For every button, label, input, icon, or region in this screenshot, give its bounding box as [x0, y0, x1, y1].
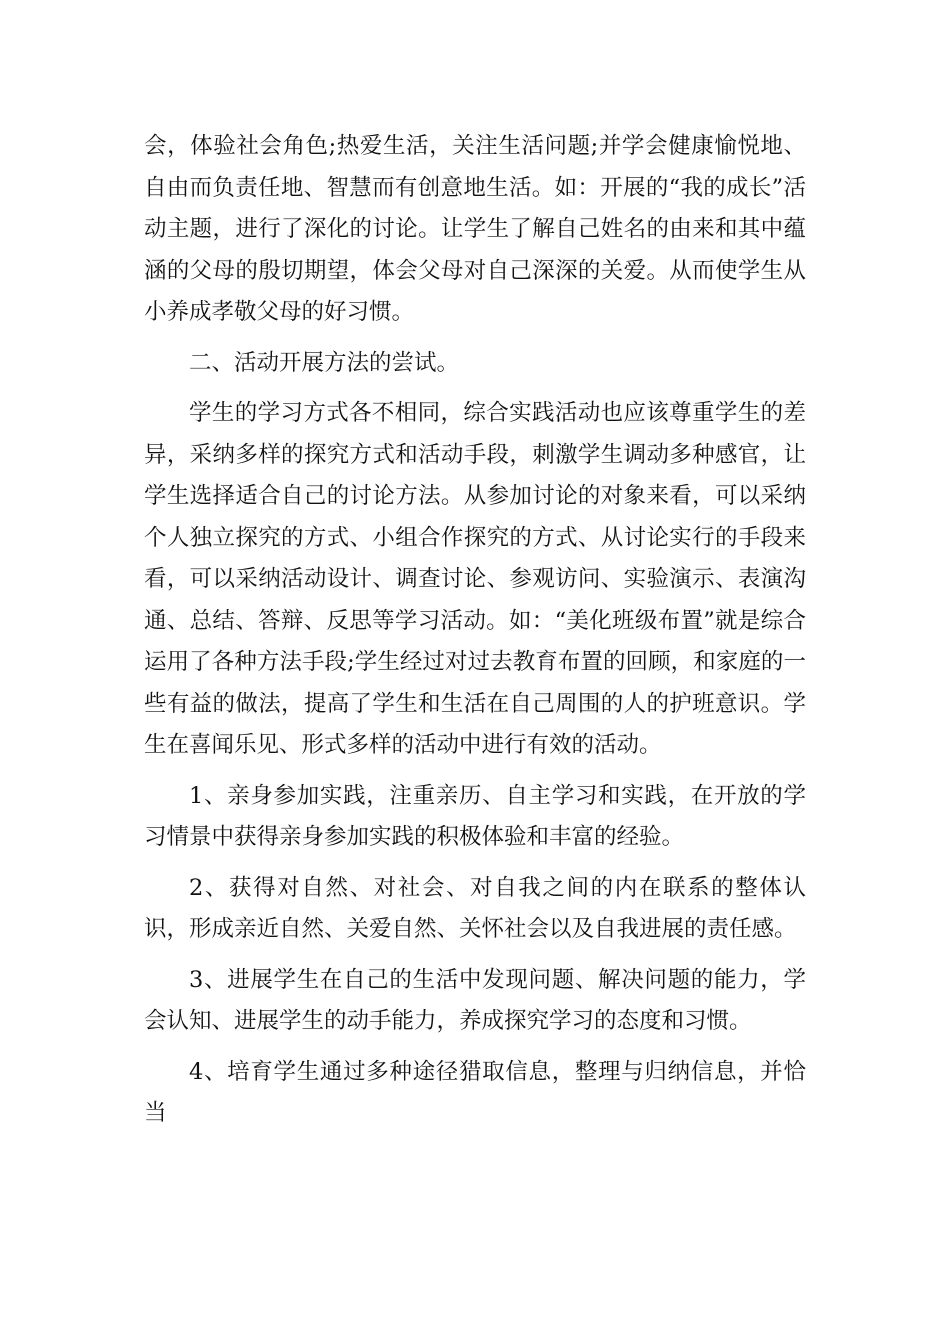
paragraph-continuation: 会，体验社会角色;热爱生活，关注生活问题;并学会健康愉悦地、自由而负责任地、智慧而有创意地生活。如：开展的“我的成长”活动主题，进行了深化的讨论。让学生了解自己姓名的由来和其中蕴涵的父母的殷切期望，体会父母对自己深深的关爱。从而使学生从小养成孝敬父母的好习惯。: [144, 133, 806, 325]
list-item-2: 2、获得对自然、对社会、对自我之间的内在联系的整体认识，形成亲近自然、关爱自然、关怀社会以及自我进展的责任感。: [144, 874, 806, 942]
document-body: [144, 126, 806, 1135]
list-item-1: 1、亲身参加实践，注重亲历、自主学习和实践，在开放的学习情景中获得亲身参加实践的积极体验和丰富的经验。: [144, 782, 806, 850]
list-item-3: 3、进展学生在自己的生活中发现问题、解决问题的能力，学会认知、进展学生的动手能力，养成探究学习的态度和习惯。: [144, 966, 806, 1034]
section-heading: 二、活动开展方法的尝试。: [189, 349, 460, 376]
list-item-4: 4、培育学生通过多种途径猎取信息，整理与归纳信息，并恰当: [144, 1058, 806, 1126]
paragraph-methods: 学生的学习方式各不相同，综合实践活动也应该尊重学生的差异，采纳多样的探究方式和活动手段，刺激学生调动多种感官，让学生选择适合自己的讨论方法。从参加讨论的对象来看，可以采纳个人独立探究的方式、小组合作探究的方式、从讨论实行的手段来看，可以采纳活动设计、调查讨论、参观访问、实验演示、表演沟通、总结、答辩、反思等学习活动。如：“美化班级布置”就是综合运用了各种方法手段;学生经过对过去教育布置的回顾，和家庭的一些有益的做法，提高了学生和生活在自己周围的人的护班意识。学生在喜闻乐见、形式多样的活动中进行有效的活动。: [144, 400, 806, 758]
